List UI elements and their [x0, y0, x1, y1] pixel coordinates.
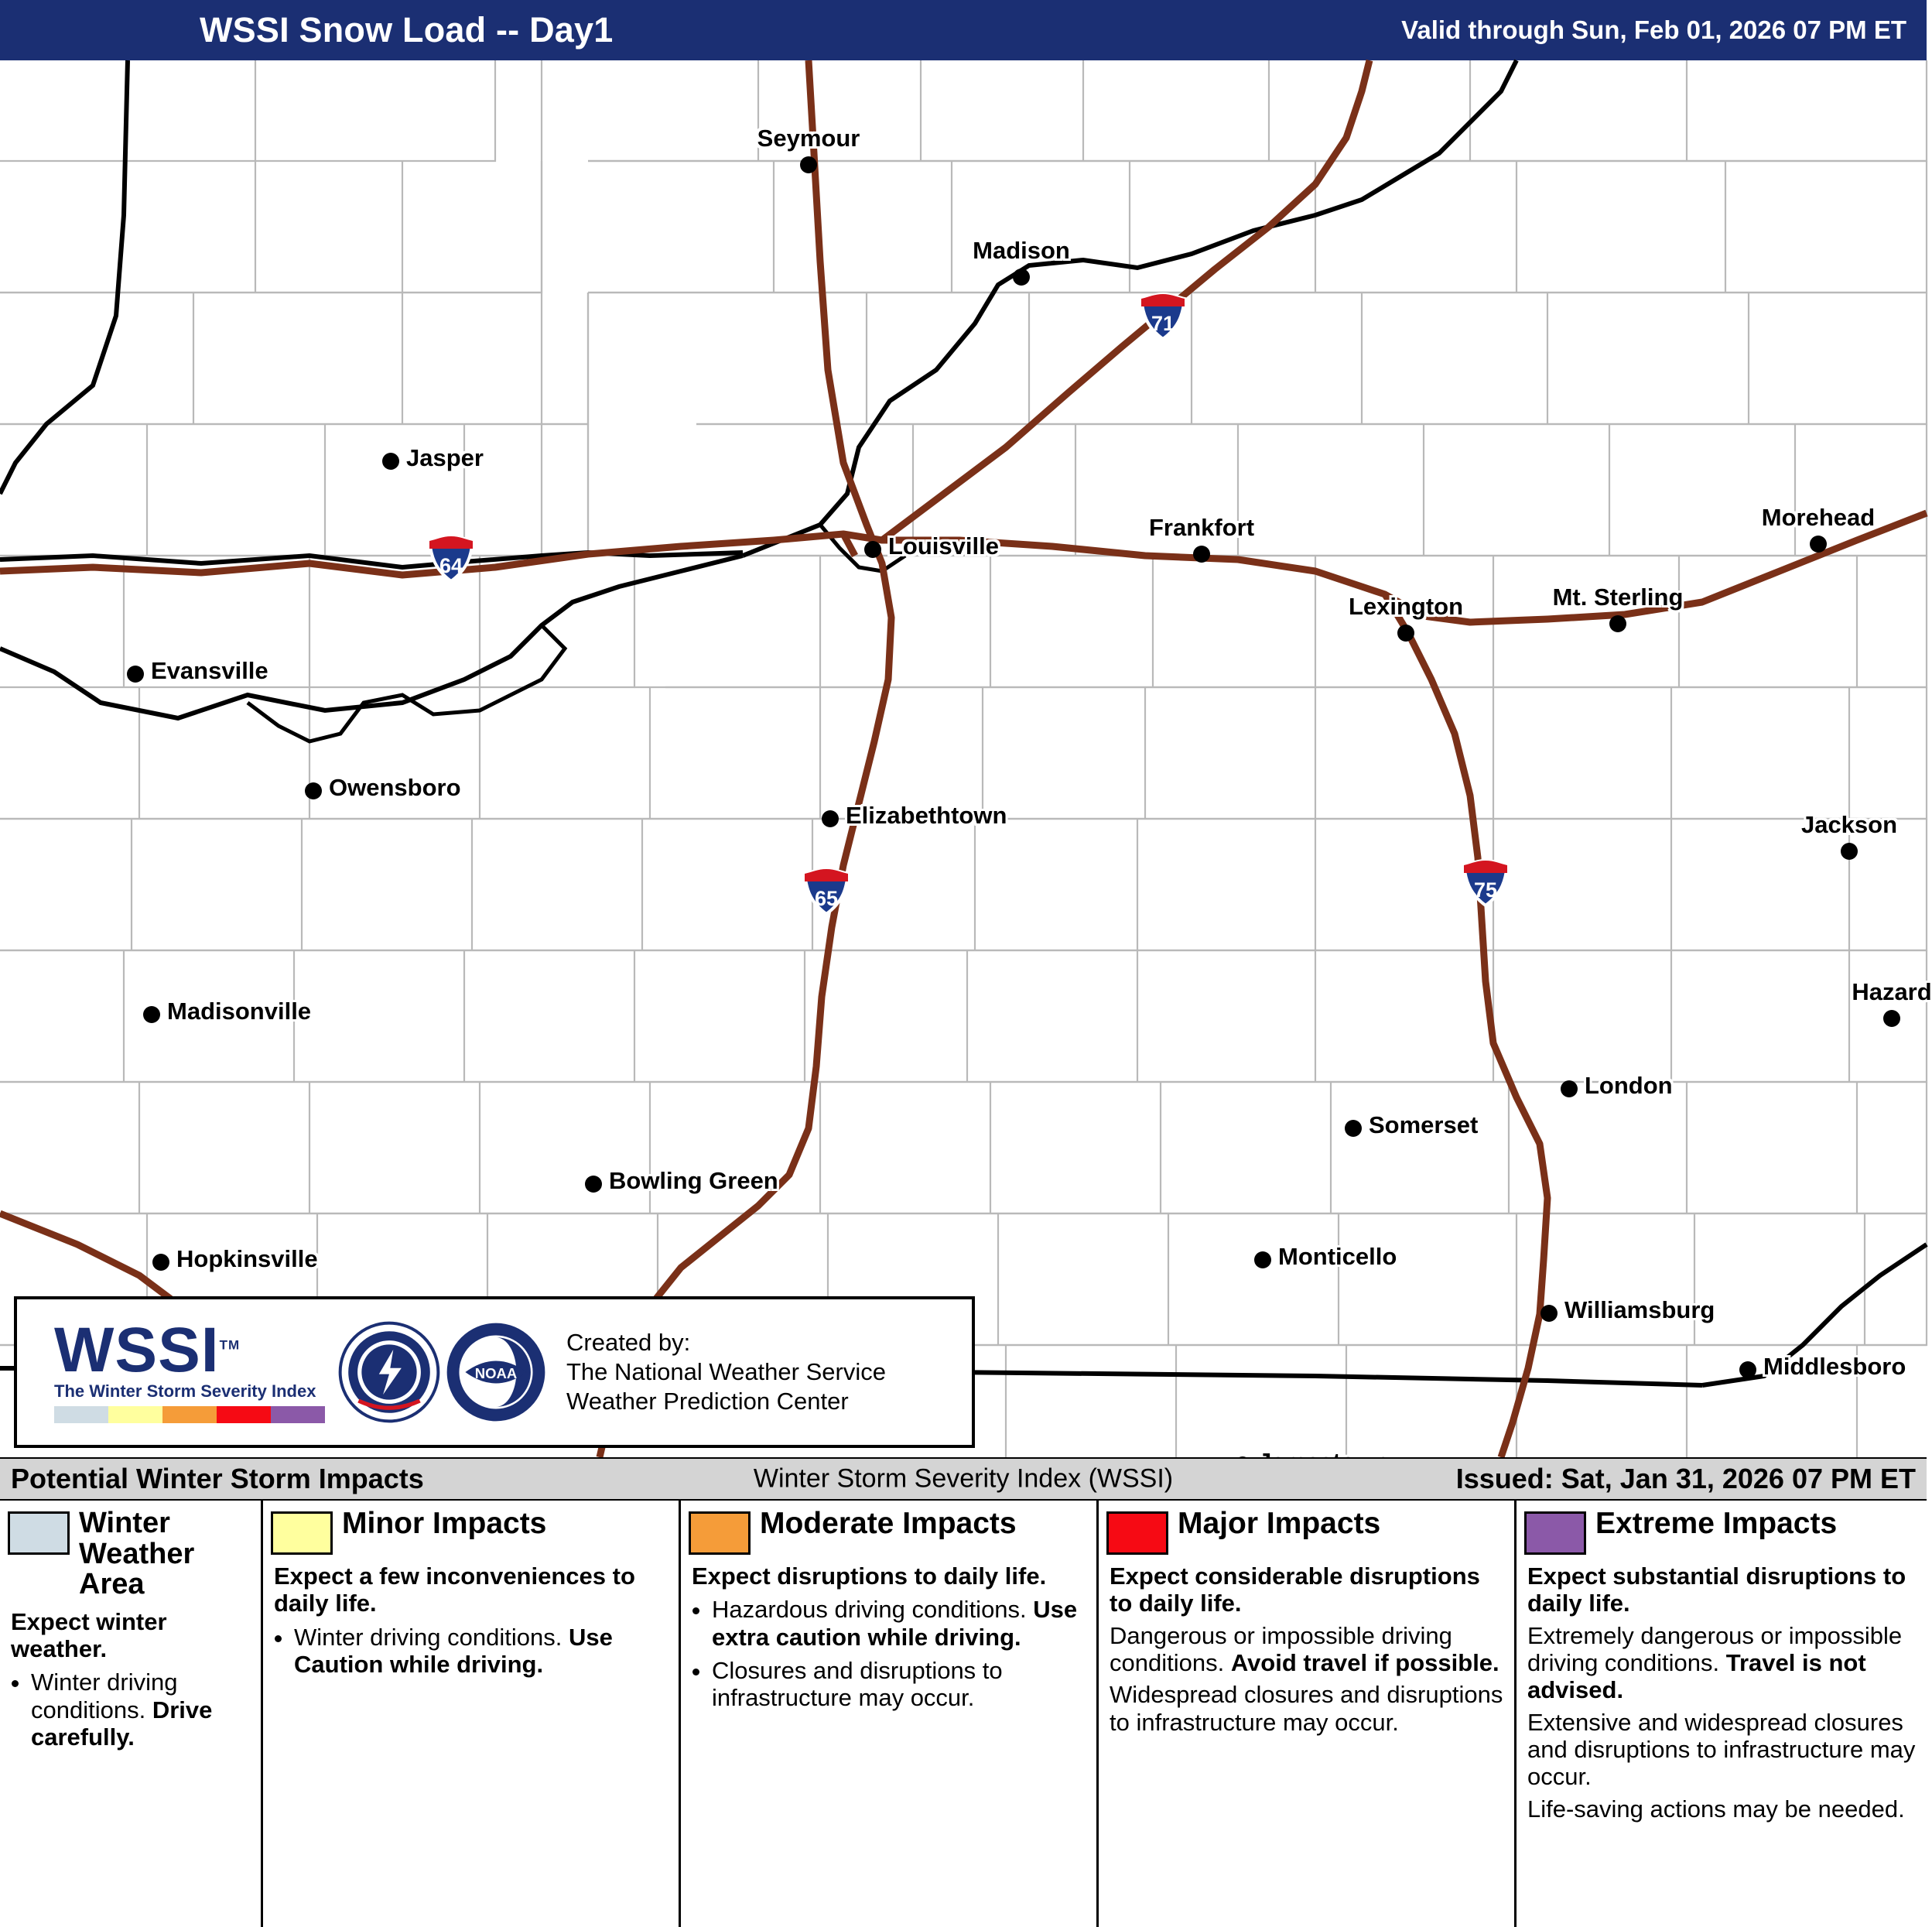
nws-seal-icon [338, 1321, 440, 1423]
city-label: Lexington [1348, 593, 1464, 620]
header-bar [0, 0, 1927, 60]
legend-bullet [712, 1596, 1087, 1651]
city-dot [822, 810, 839, 827]
legend-swatch-moderate [689, 1511, 751, 1555]
bar-extreme [271, 1406, 325, 1423]
map-canvas[interactable] [0, 60, 1932, 1457]
city-label: Somerset [1369, 1111, 1479, 1138]
legend-bullet [31, 1669, 251, 1751]
city-dot [152, 1254, 169, 1271]
valid-through-text: Valid through Sun, Feb 01, 2026 07 PM ET [1401, 15, 1906, 44]
city-label: London [1585, 1072, 1673, 1099]
interstate-shield-icon [1139, 293, 1187, 341]
city-label: Madison [973, 237, 1070, 264]
legend-bullet-bold: Drive carefully. [31, 1696, 213, 1751]
wssi-acronym [54, 1315, 327, 1386]
city-dot [1609, 615, 1626, 632]
legend-title-moderate: Moderate Impacts [760, 1507, 1017, 1540]
wssi-brand [17, 1315, 327, 1422]
interstate-number: 64 [439, 554, 463, 577]
legend-bullet [712, 1657, 1087, 1712]
legend-bullet-text: Winter driving conditions. [31, 1669, 178, 1723]
city-label: Louisville [888, 532, 999, 560]
wssi-logo-box [14, 1296, 975, 1448]
legend-swatch-major [1106, 1511, 1168, 1555]
legend-column-major [1099, 1501, 1517, 1927]
legend-intro-major: Expect considerable disruptions to daily life. [1110, 1562, 1480, 1617]
legend-swatch-extreme [1524, 1511, 1586, 1555]
city-label: Williamsburg [1564, 1296, 1715, 1323]
city-label: Elizabethtown [846, 802, 1007, 829]
city-dot [800, 156, 817, 173]
city-dot [1345, 1120, 1362, 1137]
city-label: Hazard [1852, 978, 1932, 1005]
trademark-mark: TM [219, 1337, 241, 1353]
created-by-line2: The National Weather Service [566, 1358, 886, 1386]
legend-para-bold: Travel is not advised. [1527, 1648, 1866, 1704]
legend-intro-winter-weather-area: Expect winter weather. [11, 1607, 167, 1662]
noaa-seal-icon [445, 1321, 547, 1423]
created-by-line3: Weather Prediction Center [566, 1387, 849, 1415]
legend-bullet-text: Hazardous driving conditions. [712, 1596, 1034, 1624]
legend-intro-moderate: Expect disruptions to daily life. [692, 1562, 1047, 1590]
legend-bullet-bold: Use extra caution while driving. [712, 1596, 1078, 1651]
city-dot [864, 541, 881, 558]
city-dot [1254, 1251, 1271, 1268]
legend-title-winter-weather-area: Winter Weather Area [79, 1507, 195, 1601]
created-by-line1: Created by: [566, 1329, 691, 1357]
city-dot [143, 1006, 160, 1023]
legend-para [1110, 1622, 1505, 1677]
legend-bullet-text: Winter driving conditions. [294, 1623, 569, 1651]
legend-intro-minor: Expect a few inconveniences to daily life. [274, 1562, 635, 1617]
city-label: Monticello [1278, 1243, 1397, 1270]
legend-column-moderate [681, 1501, 1099, 1927]
interstate-number: 71 [1151, 312, 1175, 335]
city-label: Bowling Green [609, 1167, 778, 1194]
impacts-strip-title: Potential Winter Storm Impacts [11, 1463, 424, 1494]
city-label: Hopkinsville [176, 1245, 318, 1272]
city-dot [1397, 625, 1414, 642]
city-label: Morehead [1761, 504, 1876, 531]
interstate-shield-icon [427, 535, 475, 583]
city-dot [382, 453, 399, 470]
interstate-shield-icon [802, 868, 850, 916]
bar-major [217, 1406, 271, 1423]
city-label: Jasper [406, 444, 484, 471]
interstate-number: 75 [1473, 878, 1498, 902]
legend-swatch-winter-weather-area [8, 1511, 70, 1555]
wssi-acronym-text: WSSI [54, 1315, 220, 1386]
wssi-tagline: The Winter Storm Severity Index [54, 1381, 316, 1401]
city-label: Mt. Sterling [1552, 584, 1684, 611]
city-label: Seymour [757, 125, 860, 152]
legend-column-extreme [1517, 1501, 1927, 1927]
issued-text: Issued: Sat, Jan 31, 2026 07 PM ET [1455, 1463, 1916, 1494]
legend-para [1527, 1622, 1917, 1704]
agency-seals [327, 1321, 559, 1423]
svg-text:NOAA: NOAA [474, 1364, 518, 1381]
legend-title-extreme: Extreme Impacts [1595, 1507, 1838, 1540]
legend-title-minor: Minor Impacts [342, 1507, 547, 1540]
legend-para-text: Extensive and widespread closures and disruptions to infrastructure may occur. [1527, 1708, 1916, 1791]
legend-bullet [294, 1624, 669, 1679]
bar-winter-weather [54, 1406, 108, 1423]
legend-para-bold: Avoid travel if possible. [1230, 1648, 1499, 1676]
page-title: WSSI Snow Load -- Day1 [200, 10, 614, 50]
wssi-color-bar [54, 1406, 325, 1423]
city-dot [1739, 1361, 1756, 1378]
city-dot [305, 782, 322, 799]
city-label: Evansville [151, 657, 268, 684]
city-label: Frankfort [1148, 514, 1255, 541]
city-dot [585, 1176, 602, 1193]
legend-bullet-text: Closures and disruptions to infrastructure may occur. [712, 1656, 1003, 1712]
legend-column-minor [263, 1501, 681, 1927]
city-label: Owensboro [329, 774, 461, 801]
legend-swatch-minor [271, 1511, 333, 1555]
legend [0, 1501, 1927, 1927]
city-dot [1561, 1080, 1578, 1097]
legend-para-text: Life-saving actions may be needed. [1527, 1795, 1905, 1823]
legend-para-text: Dangerous or impossible driving conditions. [1110, 1621, 1452, 1676]
interstate-number: 65 [814, 887, 839, 910]
city-label: Jackson [1800, 811, 1898, 838]
city-dot [1193, 546, 1210, 563]
bar-minor [108, 1406, 162, 1423]
city-dot [1883, 1010, 1900, 1027]
city-label: Middlesboro [1763, 1353, 1906, 1380]
interstate-shield-icon [1462, 859, 1510, 907]
city-dot [1013, 269, 1030, 286]
created-by-block [559, 1328, 972, 1415]
legend-para [1110, 1681, 1505, 1736]
state-boundaries [0, 60, 1927, 1385]
city-dot [1540, 1305, 1558, 1322]
impacts-strip-subtitle: Winter Storm Severity Index (WSSI) [753, 1463, 1174, 1494]
city-label: Madisonville [167, 998, 312, 1025]
legend-column-winter-weather-area [0, 1501, 263, 1927]
legend-para [1527, 1709, 1917, 1791]
legend-para [1527, 1795, 1917, 1823]
impacts-strip [0, 1457, 1927, 1501]
legend-title-major: Major Impacts [1178, 1507, 1381, 1540]
legend-bullet-bold: Use Caution while driving. [294, 1623, 613, 1678]
legend-para-text: Extremely dangerous or impossible driving conditions. [1527, 1621, 1903, 1676]
bar-moderate [162, 1406, 217, 1423]
city-dot [1841, 843, 1858, 860]
legend-para-text: Widespread closures and disruptions to infrastructure may occur. [1110, 1681, 1503, 1736]
city-dot [127, 666, 144, 683]
legend-intro-extreme: Expect substantial disruptions to daily life. [1527, 1562, 1906, 1617]
city-dot [1810, 536, 1827, 553]
